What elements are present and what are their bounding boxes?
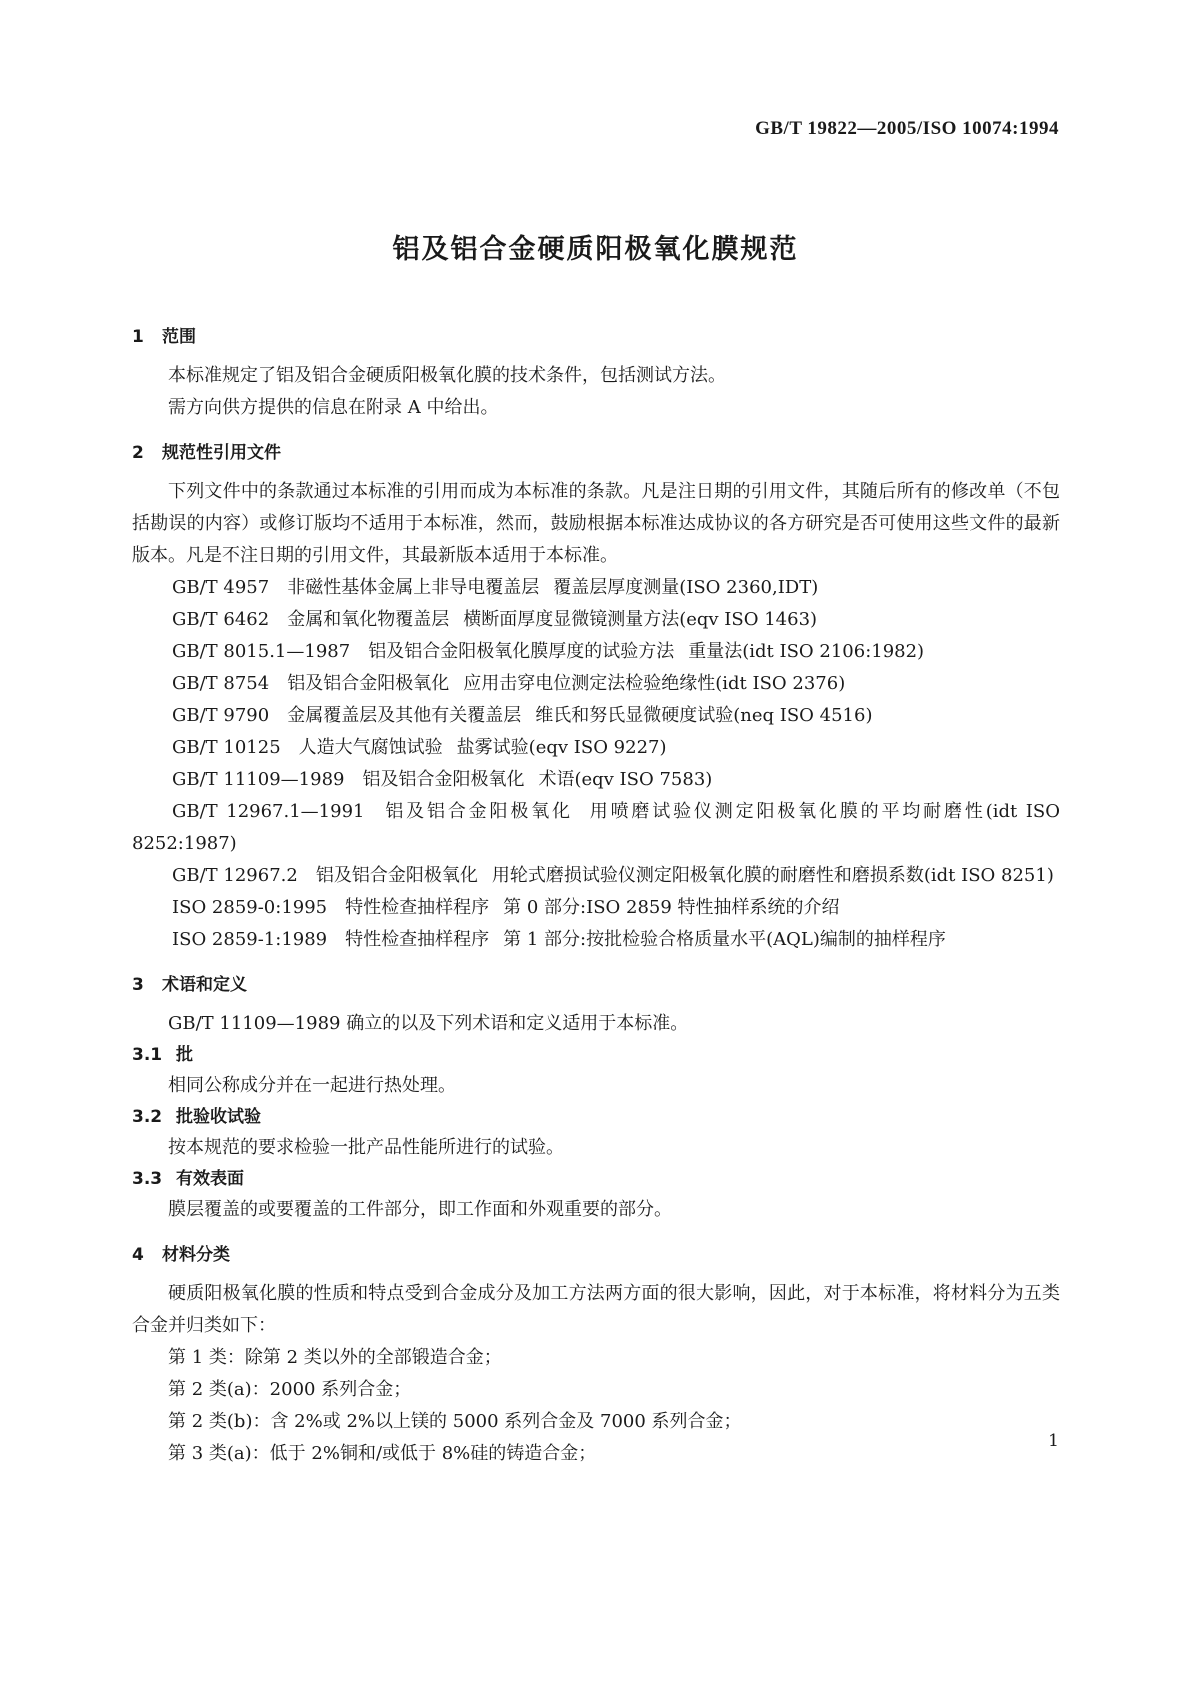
reference-code: GB/T 12967.1—1991 — [172, 801, 365, 822]
reference-subtitle: 第 1 部分:按批检验合格质量水平(AQL)编制的抽样程序 — [503, 929, 946, 950]
reference-item — [132, 796, 1060, 860]
document-title: 铝及铝合金硬质阳极氧化膜规范 — [392, 234, 799, 265]
reference-subtitle: 横断面厚度显微镜测量方法(eqv ISO 1463) — [463, 609, 818, 630]
page-number: 1 — [1048, 1431, 1059, 1451]
list-item: 第 2 类(a)：2000 系列合金； — [168, 1379, 412, 1400]
reference-subtitle: 第 0 部分:ISO 2859 特性抽样系统的介绍 — [503, 897, 840, 918]
reference-item — [132, 604, 1060, 636]
list-item: 第 3 类(a)：低于 2%铜和/或低于 8%硅的铸造合金； — [168, 1443, 597, 1464]
term-definition: 膜层覆盖的或要覆盖的工件部分，即工作面和外观重要的部分。 — [168, 1199, 672, 1220]
reference-subtitle: 用喷磨试验仪测定阳极氧化膜的平均耐磨性(idt ISO 8252:1987) — [132, 801, 1060, 854]
reference-title: 铝及铝合金阳极氧化 — [362, 769, 525, 790]
section-title: 材料分类 — [162, 1245, 230, 1265]
section-title: 术语和定义 — [162, 975, 247, 995]
reference-item — [132, 892, 1060, 924]
reference-title: 特性检查抽样程序 — [345, 929, 490, 950]
reference-subtitle: 盐雾试验(eqv ISO 9227) — [456, 737, 667, 758]
section-heading — [132, 970, 1060, 1000]
paragraph: 需方向供方提供的信息在附录 A 中给出。 — [168, 397, 499, 418]
reference-code: GB/T 8015.1—1987 — [172, 641, 351, 662]
list-item: 第 2 类(b)：含 2%或 2%以上镁的 5000 系列合金及 7000 系列合金； — [168, 1411, 742, 1432]
reference-item — [132, 732, 1060, 764]
reference-code: GB/T 8754 — [172, 673, 270, 694]
reference-subtitle: 维氏和努氏显微硬度试验(neq ISO 4516) — [535, 705, 873, 726]
reference-list — [132, 572, 1060, 956]
reference-item — [132, 700, 1060, 732]
reference-code: ISO 2859-0:1995 — [172, 897, 328, 918]
term-heading — [132, 1164, 1060, 1194]
reference-item — [132, 668, 1060, 700]
reference-code: ISO 2859-1:1989 — [172, 929, 328, 950]
paragraph: 硬质阳极氧化膜的性质和特点受到合金成分及加工方法两方面的很大影响，因此，对于本标准，将材料分为五类合金并归类如下： — [132, 1283, 1060, 1336]
section-title: 范围 — [162, 327, 196, 347]
reference-code: GB/T 4957 — [172, 577, 270, 598]
reference-title: 非磁性基体金属上非导电覆盖层 — [287, 577, 540, 598]
section-heading — [132, 438, 1060, 468]
section-number: 3 — [132, 975, 144, 995]
reference-item — [132, 860, 1060, 892]
reference-subtitle: 覆盖层厚度测量(ISO 2360,IDT) — [553, 577, 819, 598]
reference-title: 特性检查抽样程序 — [345, 897, 490, 918]
term-heading — [132, 1040, 1060, 1070]
term-number: 3.3 — [132, 1169, 163, 1189]
reference-code: GB/T 10125 — [172, 737, 281, 758]
reference-code: GB/T 9790 — [172, 705, 270, 726]
paragraph: 下列文件中的条款通过本标准的引用而成为本标准的条款。凡是注日期的引用文件，其随后所有的修改单（不包括勘误的内容）或修订版均不适用于本标准，然而，鼓励根据本标准达成协议的各方研究是否可使用这些文件的最新版本。凡是不注日期的引用文件，其最新版本适用于本标准。 — [132, 481, 1060, 566]
reference-title: 铝及铝合金阳极氧化膜厚度的试验方法 — [368, 641, 675, 662]
term-name: 有效表面 — [176, 1169, 244, 1189]
reference-subtitle: 用轮式磨损试验仪测定阳极氧化膜的耐磨性和磨损系数(idt ISO 8251) — [491, 865, 1054, 886]
paragraph: 本标准规定了铝及铝合金硬质阳极氧化膜的技术条件，包括测试方法。 — [168, 365, 726, 386]
paragraph: GB/T 11109—1989 确立的以及下列术语和定义适用于本标准。 — [168, 1013, 689, 1034]
section-number: 2 — [132, 443, 144, 463]
reference-code: GB/T 11109—1989 — [172, 769, 345, 790]
section-title: 规范性引用文件 — [162, 443, 281, 463]
reference-code: GB/T 6462 — [172, 609, 270, 630]
reference-item — [132, 764, 1060, 796]
reference-item — [132, 636, 1060, 668]
term-heading — [132, 1102, 1060, 1132]
section-number: 4 — [132, 1245, 144, 1265]
reference-title: 铝及铝合金阳极氧化 — [287, 673, 450, 694]
reference-code: GB/T 12967.2 — [172, 865, 298, 886]
reference-subtitle: 术语(eqv ISO 7583) — [538, 769, 713, 790]
document-body — [132, 322, 1060, 1470]
reference-title: 人造大气腐蚀试验 — [298, 737, 443, 758]
standard-number: GB/T 19822—2005/ISO 10074:1994 — [755, 118, 1059, 139]
list-item: 第 1 类：除第 2 类以外的全部锻造合金； — [168, 1347, 502, 1368]
section-number: 1 — [132, 327, 144, 347]
reference-title: 金属覆盖层及其他有关覆盖层 — [287, 705, 522, 726]
reference-title: 铝及铝合金阳极氧化 — [382, 801, 573, 822]
term-definition: 按本规范的要求检验一批产品性能所进行的试验。 — [168, 1137, 564, 1158]
term-name: 批 — [176, 1045, 193, 1065]
reference-subtitle: 重量法(idt ISO 2106:1982) — [688, 641, 925, 662]
term-name: 批验收试验 — [176, 1107, 261, 1127]
reference-item — [132, 572, 1060, 604]
reference-subtitle: 应用击穿电位测定法检验绝缘性(idt ISO 2376) — [463, 673, 846, 694]
reference-title: 金属和氧化物覆盖层 — [287, 609, 450, 630]
reference-item — [132, 924, 1060, 956]
term-definition: 相同公称成分并在一起进行热处理。 — [168, 1075, 456, 1096]
reference-title: 铝及铝合金阳极氧化 — [315, 865, 478, 886]
term-number: 3.1 — [132, 1045, 163, 1065]
section-heading — [132, 1240, 1060, 1270]
section-heading — [132, 322, 1060, 352]
term-number: 3.2 — [132, 1107, 163, 1127]
